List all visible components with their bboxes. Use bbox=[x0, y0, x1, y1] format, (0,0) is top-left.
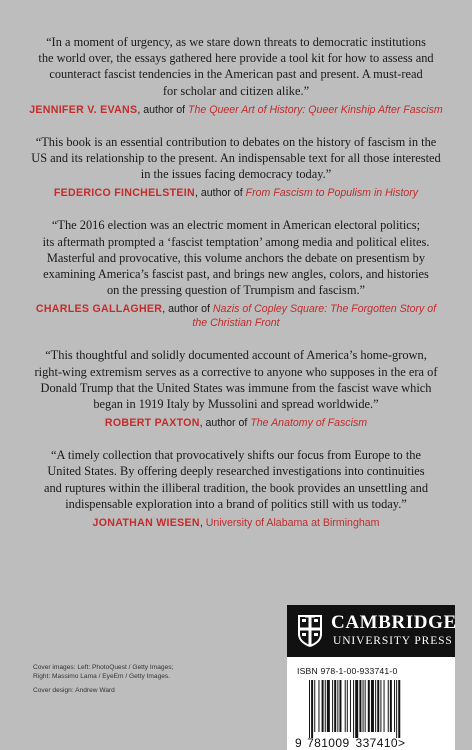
barcode-bar bbox=[384, 680, 385, 732]
blurb-quote: “The 2016 election was an electric moment in American electoral politics; its aftermath prompted a ‘fascist temptation’ among media and political elites. Masterful and provocative, this volume anchors the debate on presentism by examining America’s fascist past, and brings new angles, colors, and histories on the pressing question of Trumpism and fascism.” bbox=[42, 218, 430, 298]
barcode-bar bbox=[314, 680, 315, 732]
barcode-bar bbox=[318, 680, 319, 732]
barcode-bar bbox=[359, 680, 361, 732]
blurb-paxton bbox=[0, 347, 472, 430]
blurb-attribution: ROBERT PAXTON, author of The Anatomy of Fascism bbox=[104, 417, 368, 430]
endorser-name: ROBERT PAXTON bbox=[104, 417, 200, 430]
blurb-quote: “A timely collection that provocatively shifts our focus from Europe to the United States. By offering deeply researched investigations into continuities and ruptures within the illiberal tradition, the book provides an unsettling and indispensable exploration into a brand of politics still with us today.” bbox=[43, 448, 429, 511]
barcode-bar bbox=[347, 680, 348, 732]
endorser-work: The Queer Art of History: Queer Kinship After Fascism bbox=[188, 103, 443, 116]
cover-images-credit: Cover images: Left: PhotoQuest / Getty Images; bbox=[33, 664, 174, 671]
publisher-logo-block bbox=[287, 605, 455, 657]
barcode-bar bbox=[388, 680, 389, 732]
barcode-bar bbox=[377, 680, 379, 732]
blurb-quote: “This book is an essential contribution to debates on the history of fascism in the US and its relationship to the present. An indispensable text for all those interested in the issues facing democracy today.” bbox=[31, 134, 441, 182]
barcode-bar bbox=[355, 680, 358, 738]
blurb-quote: “In a moment of urgency, as we stare down threats to democratic institutions the world over, the essays gathered here provide a tool kit for how to assess and counteract fascist tendencies in the American past and present. A must-read for scholar and citizen alike.” bbox=[38, 35, 434, 98]
blurb-attribution: FEDERICO FINCHELSTEIN, author of From Fascism to Populism in History bbox=[53, 187, 419, 200]
endorser-name: JONATHAN WIESEN bbox=[92, 517, 200, 530]
barcode-bar bbox=[394, 680, 395, 732]
endorsements bbox=[0, 34, 472, 547]
blurb-gallagher bbox=[0, 217, 472, 330]
barcode-bar bbox=[339, 680, 341, 732]
barcode-bar bbox=[380, 680, 381, 732]
barcode-bar bbox=[311, 680, 313, 738]
blurb-attribution: JONATHAN WIESEN, University of Alabama at Birmingham bbox=[92, 517, 380, 530]
blurb-attribution: JENNIFER V. EVANS, author of The Queer Art of History: Queer Kinship After Fascism bbox=[29, 103, 443, 116]
barcode-right-group: 337410 bbox=[355, 736, 398, 750]
endorser-name: CHARLES GALLAGHER bbox=[35, 303, 163, 316]
cover-images-credit-continued: Right: Massimo Lama / EyeEm / Getty Images. bbox=[33, 673, 171, 681]
barcode-panel bbox=[287, 657, 455, 750]
barcode-bar bbox=[350, 680, 351, 732]
barcode-bar bbox=[396, 680, 397, 738]
endorser-affiliation: University of Alabama at Birmingham bbox=[205, 517, 380, 530]
barcode-bar bbox=[327, 680, 330, 732]
barcode-bar bbox=[363, 680, 364, 732]
endorser-work: Nazis of Copley Square: The Forgotten Story of bbox=[212, 303, 437, 316]
endorser-work: The Anatomy of Fascism bbox=[250, 417, 368, 430]
blurb-evans bbox=[0, 34, 472, 117]
publisher-name: CAMBRIDGE bbox=[331, 612, 457, 633]
barcode-bar bbox=[309, 680, 310, 738]
blurb-attribution: CHARLES GALLAGHER, author of Nazis of Copley Square: The Forgotten Story of the Christian Front bbox=[35, 303, 437, 330]
barcode-bar bbox=[345, 680, 346, 732]
barcode-bar bbox=[325, 680, 326, 732]
blurb-wiesen bbox=[0, 447, 472, 530]
barcode bbox=[309, 680, 435, 738]
barcode-bar bbox=[371, 680, 374, 732]
cover-credits bbox=[33, 663, 173, 695]
barcode-bar bbox=[353, 680, 354, 738]
isbn-label: ISBN 978-1-00-933741-0 bbox=[297, 666, 398, 676]
cambridge-shield-icon bbox=[297, 614, 323, 648]
barcode-bar bbox=[375, 680, 376, 732]
publisher-press: UNIVERSITY PRESS bbox=[333, 635, 453, 647]
barcode-bar bbox=[337, 680, 338, 732]
cover-design-credit: Cover design: Andrew Ward bbox=[33, 686, 115, 694]
barcode-bar bbox=[368, 680, 370, 732]
blurb-quote: “This thoughtful and solidly documented account of America’s home-grown, right-wing extremism serves as a corrective to anyone who supposes in the era of Donald Trump that the United States was immune from the fascist wave which began in 1919 Italy by Mussolini and spread worldwide.” bbox=[34, 348, 438, 412]
barcode-bar bbox=[332, 680, 333, 732]
endorser-work: From Fascism to Populism in History bbox=[245, 187, 419, 200]
barcode-end-mark: > bbox=[397, 736, 406, 750]
barcode-first-digit: 9 bbox=[295, 736, 303, 750]
barcode-bar bbox=[322, 680, 324, 732]
endorser-name: FEDERICO FINCHELSTEIN bbox=[53, 187, 195, 200]
barcode-bar bbox=[390, 680, 392, 732]
blurb-finchelstein bbox=[0, 134, 472, 201]
barcode-digits bbox=[295, 736, 450, 750]
barcode-bar bbox=[365, 680, 366, 732]
endorser-name: JENNIFER V. EVANS bbox=[29, 103, 138, 116]
barcode-bar bbox=[398, 680, 400, 738]
barcode-bar bbox=[334, 680, 336, 732]
barcode-left-group: 781009 bbox=[307, 736, 350, 750]
endorser-work-continued: the Christian Front bbox=[192, 317, 280, 330]
